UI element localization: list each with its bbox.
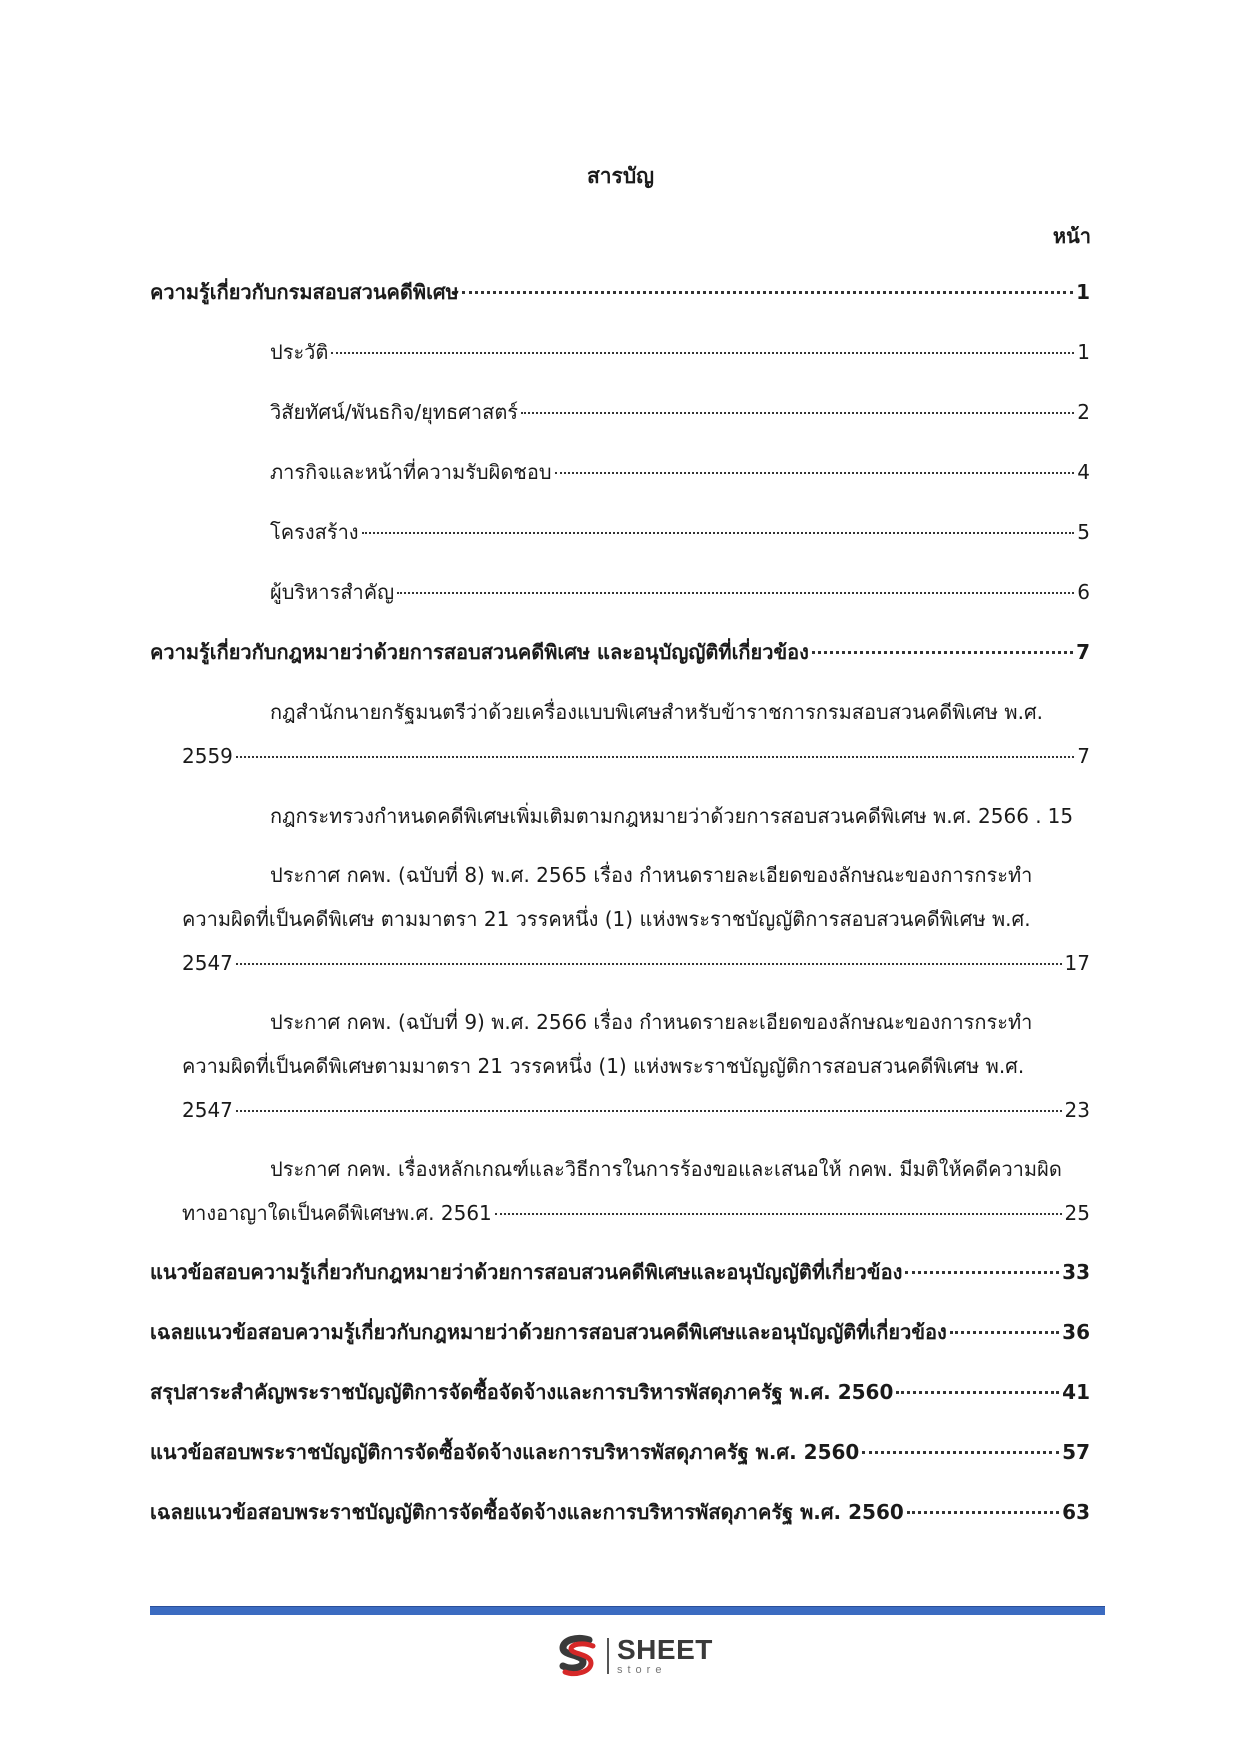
toc-sub-entry[interactable] xyxy=(270,457,1090,487)
dot-leader xyxy=(236,1110,1062,1112)
dot-leader xyxy=(331,352,1074,354)
toc-page-number: 57 xyxy=(1062,1440,1090,1464)
toc-page-number: 6 xyxy=(1077,580,1090,604)
toc-sub-entry[interactable] xyxy=(270,577,1090,607)
dot-leader xyxy=(236,756,1074,758)
toc-page-number: 36 xyxy=(1062,1320,1090,1344)
toc-section-entry[interactable] xyxy=(150,637,1090,667)
toc-entry-title: ประวัติ xyxy=(270,340,329,364)
toc-entry-title: เฉลยแนวข้อสอบความรู้เกี่ยวกับกฎหมายว่าด้วยการสอบสวนคดีพิเศษและอนุบัญญัติที่เกี่ยวข้อง xyxy=(150,1320,947,1344)
toc-page-number: 7 xyxy=(1077,744,1090,768)
dot-leader xyxy=(362,532,1075,534)
toc-entry-title: ความรู้เกี่ยวกับกฎหมายว่าด้วยการสอบสวนคดีพิเศษ และอนุบัญญัติที่เกี่ยวข้อง xyxy=(150,640,809,664)
dot-leader xyxy=(555,472,1075,474)
toc-entry-title: เฉลยแนวข้อสอบพระราชบัญญัติการจัดซื้อจัดจ้างและการบริหารพัสดุภาครัฐ พ.ศ. 2560 xyxy=(150,1500,904,1524)
toc-page-number: 15 xyxy=(1047,804,1074,828)
toc-entry-title: ภารกิจและหน้าที่ความรับผิดชอบ xyxy=(270,460,552,484)
toc-entry-title: โครงสร้าง xyxy=(270,520,359,544)
dot-leader xyxy=(812,651,1073,654)
logo-wordmark xyxy=(617,1636,713,1676)
dot-leader xyxy=(862,1451,1059,1454)
toc-entry-title: กฎกระทรวงกำหนดคดีพิเศษเพิ่มเติมตามกฎหมายว่าด้วยการสอบสวนคดีพิเศษ พ.ศ. 2566 . xyxy=(270,804,1042,828)
toc-sub-entry[interactable] xyxy=(182,1095,1090,1125)
toc-entry-line1: ประกาศ กคพ. (ฉบับที่ 9) พ.ศ. 2566 เรื่อง กำหนดรายละเอียดของลักษณะของการกระทำ xyxy=(270,1010,1033,1034)
toc-entry-title: วิสัยทัศน์/พันธกิจ/ยุทธศาสตร์ xyxy=(270,400,519,424)
dot-leader xyxy=(905,1271,1059,1274)
toc-entry-line2: ความผิดที่เป็นคดีพิเศษ ตามมาตรา 21 วรรคหนึ่ง (1) แห่งพระราชบัญญัติการสอบสวนคดีพิเศษ พ.ศ. xyxy=(182,907,1031,931)
toc-section-entry[interactable] xyxy=(150,1377,1090,1407)
toc-sub-entry[interactable] xyxy=(270,397,1090,427)
footer-rule xyxy=(150,1606,1105,1615)
toc-entry-title: ความรู้เกี่ยวกับกรมสอบสวนคดีพิเศษ xyxy=(150,280,459,304)
toc-title: สารบัญ xyxy=(586,164,655,188)
toc-page-number: 2 xyxy=(1077,400,1090,424)
toc-section-entry[interactable] xyxy=(150,277,1090,307)
dot-leader xyxy=(462,291,1073,294)
dot-leader xyxy=(950,1331,1059,1334)
toc-sub-entry[interactable] xyxy=(270,801,1090,831)
toc-page-number: 4 xyxy=(1077,460,1090,484)
toc-entry-title: สรุปสาระสำคัญพระราชบัญญัติการจัดซื้อจัดจ้างและการบริหารพัสดุภาครัฐ พ.ศ. 2560 xyxy=(150,1380,894,1404)
toc-entry-continuation: ทางอาญาใดเป็นคดีพิเศษพ.ศ. 2561 xyxy=(182,1201,492,1225)
logo-divider xyxy=(607,1638,609,1674)
toc-sub-entry[interactable] xyxy=(270,517,1090,547)
toc-entry-continuation: 2547 xyxy=(182,1098,233,1122)
toc-page-number: 17 xyxy=(1064,951,1090,975)
toc-sub-entry[interactable] xyxy=(270,337,1090,367)
toc-page-number: 5 xyxy=(1077,520,1090,544)
dot-leader xyxy=(896,1391,1059,1394)
toc-page-number: 23 xyxy=(1064,1098,1090,1122)
dot-leader xyxy=(495,1213,1062,1215)
toc-page-number: 63 xyxy=(1062,1500,1090,1524)
logo-sub-text: store xyxy=(617,1664,667,1676)
toc-page-number: 41 xyxy=(1062,1380,1090,1404)
toc-entry-continuation: 2547 xyxy=(182,951,233,975)
toc-page-number: 33 xyxy=(1062,1260,1090,1284)
logo-main-text: SHEET xyxy=(617,1634,713,1665)
toc-entry-line1: ประกาศ กคพ. เรื่องหลักเกณฑ์และวิธีการในการร้องขอและเสนอให้ กคพ. มีมติให้คดีความผิด xyxy=(270,1157,1062,1181)
toc-sub-entry[interactable] xyxy=(182,1198,1090,1228)
toc-page-number: 25 xyxy=(1064,1201,1090,1225)
toc-sub-entry[interactable] xyxy=(182,741,1090,771)
sheet-store-logo xyxy=(553,1630,723,1682)
toc-entry-continuation: 2559 xyxy=(182,744,233,768)
toc-entry-line1: ประกาศ กคพ. (ฉบับที่ 8) พ.ศ. 2565 เรื่อง กำหนดรายละเอียดของลักษณะของการกระทำ xyxy=(270,863,1033,887)
toc-section-entry[interactable] xyxy=(150,1257,1090,1287)
dot-leader xyxy=(236,963,1062,965)
toc-section-entry[interactable] xyxy=(150,1317,1090,1347)
toc-entry-title: แนวข้อสอบความรู้เกี่ยวกับกฎหมายว่าด้วยการสอบสวนคดีพิเศษและอนุบัญญัติที่เกี่ยวข้อง xyxy=(150,1260,903,1284)
toc-entry-line2: ความผิดที่เป็นคดีพิเศษตามมาตรา 21 วรรคหนึ่ง (1) แห่งพระราชบัญญัติการสอบสวนคดีพิเศษ พ.ศ. xyxy=(182,1054,1025,1078)
toc-page-number: 7 xyxy=(1076,640,1090,664)
dot-leader xyxy=(397,592,1074,594)
page-column-label: หน้า xyxy=(1052,224,1091,248)
toc-entry-line1: กฎสำนักนายกรัฐมนตรีว่าด้วยเครื่องแบบพิเศษสำหรับข้าราชการกรมสอบสวนคดีพิเศษ พ.ศ. xyxy=(270,700,1044,724)
toc-section-entry[interactable] xyxy=(150,1497,1090,1527)
toc-section-entry[interactable] xyxy=(150,1437,1090,1467)
toc-page-number: 1 xyxy=(1076,280,1090,304)
toc-sub-entry[interactable] xyxy=(182,948,1090,978)
toc-page-number: 1 xyxy=(1077,340,1090,364)
toc-entry-title: ผู้บริหารสำคัญ xyxy=(270,580,395,604)
dot-leader xyxy=(907,1511,1059,1514)
dot-leader xyxy=(521,412,1074,414)
sheet-store-s-icon xyxy=(553,1632,601,1680)
toc-entry-title: แนวข้อสอบพระราชบัญญัติการจัดซื้อจัดจ้างและการบริหารพัสดุภาครัฐ พ.ศ. 2560 xyxy=(150,1440,860,1464)
